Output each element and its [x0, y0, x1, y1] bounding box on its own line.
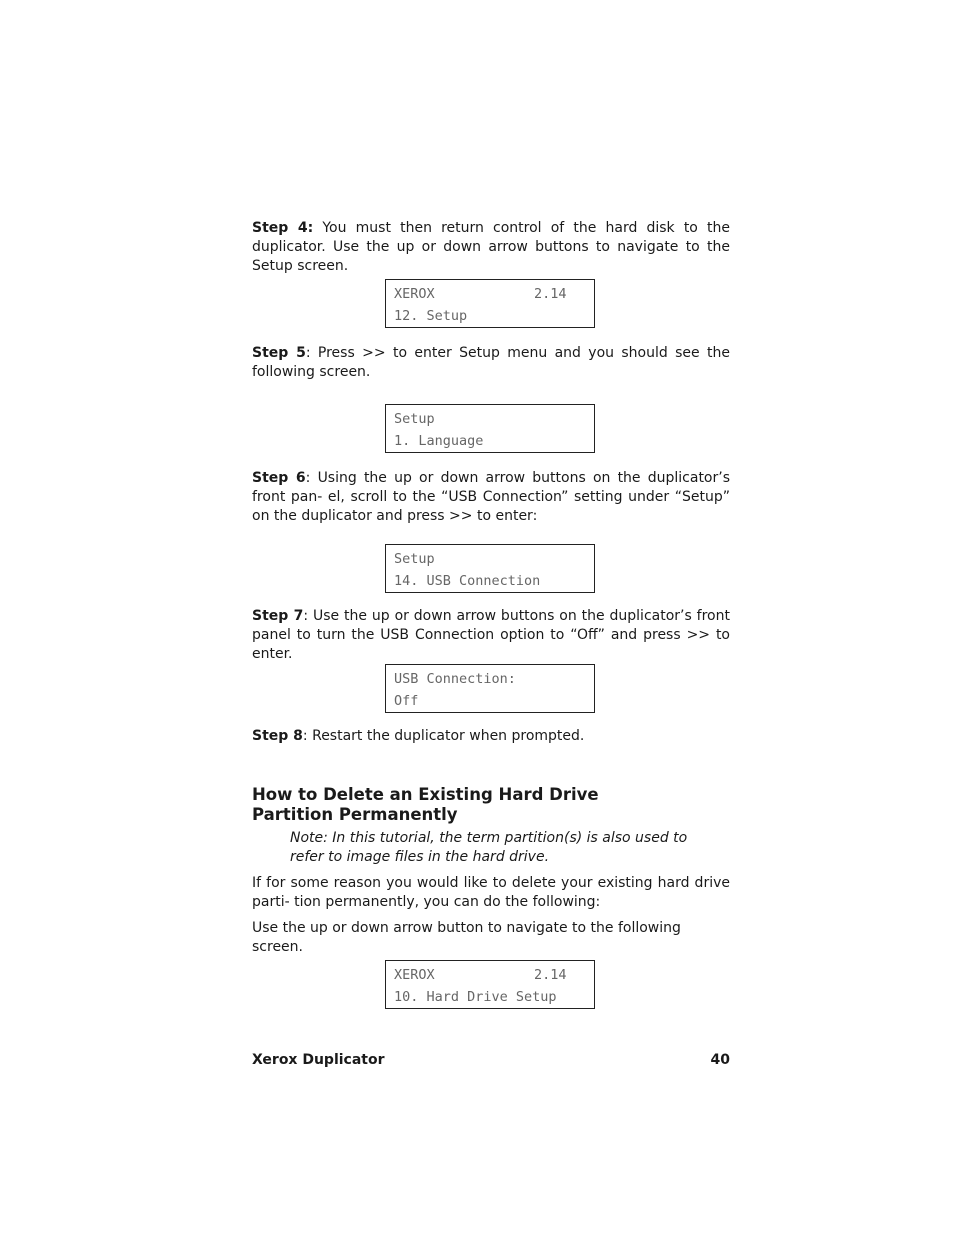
step-5-label: Step 5 — [252, 345, 306, 361]
step-7-paragraph — [252, 607, 730, 664]
footer-title: Xerox Duplicator — [252, 1052, 385, 1068]
step-5-text: : Press >> to enter Setup menu and you should see the following screen. — [252, 345, 730, 380]
step-4-paragraph — [252, 219, 730, 276]
lcd-screen-setup-language — [385, 404, 595, 453]
lcd-screen-xerox-setup — [385, 279, 595, 328]
lcd-menu-title: Setup — [394, 551, 435, 567]
section-paragraph-1: If for some reason you would like to delete your existing hard drive parti- tion permanently, you can do the following: — [252, 875, 730, 910]
lcd-menu-title: Setup — [394, 411, 435, 427]
step-8-text: : Restart the duplicator when prompted. — [302, 728, 585, 744]
step-8-label: Step 8 — [252, 728, 303, 744]
section-heading: How to Delete an Existing Hard Drive Partition Permanently — [252, 785, 599, 824]
lcd-menu-item: 12. Setup — [394, 308, 468, 324]
lcd-screen-setup-usb — [385, 544, 595, 593]
lcd-brand: XEROX — [394, 967, 435, 983]
step-6-text: : Using the up or down arrow buttons on the duplicator’s front pan- el, scroll to the “USB Connection” setting under “Setup” on the duplicator and press >> to enter: — [252, 470, 730, 524]
step-6-paragraph — [252, 469, 730, 526]
step-4-text: You must then return control of the hard disk to the duplicator. Use the up or down arrow buttons to navigate to the Setup screen. — [252, 220, 730, 274]
lcd-menu-item: 10. Hard Drive Setup — [394, 989, 557, 1005]
step-7-label: Step 7 — [252, 608, 304, 624]
step-5-paragraph — [252, 344, 730, 382]
section-paragraph-2: Use the up or down arrow button to navigate to the following screen. — [252, 920, 681, 955]
lcd-menu-item: 14. USB Connection — [394, 573, 541, 589]
lcd-brand: XEROX — [394, 286, 435, 302]
step-7-text: : Use the up or down arrow buttons on the duplicator’s front panel to turn the USB Connection option to “Off” and press >> to enter. — [252, 608, 730, 662]
page-number: 40 — [710, 1052, 730, 1068]
note-text: Note: In this tutorial, the term partition(s) is also used to refer to image files in the hard drive. — [290, 830, 688, 865]
lcd-option-name: USB Connection: — [394, 671, 516, 687]
lcd-option-value: Off — [394, 693, 419, 709]
lcd-version: 2.14 — [534, 967, 567, 983]
step-4-label: Step 4: — [252, 220, 314, 236]
step-8-paragraph — [252, 727, 730, 746]
lcd-menu-item: 1. Language — [394, 433, 484, 449]
lcd-screen-hard-drive-setup — [385, 960, 595, 1009]
step-6-label: Step 6 — [252, 470, 306, 486]
lcd-screen-usb-off — [385, 664, 595, 713]
lcd-version: 2.14 — [534, 286, 567, 302]
